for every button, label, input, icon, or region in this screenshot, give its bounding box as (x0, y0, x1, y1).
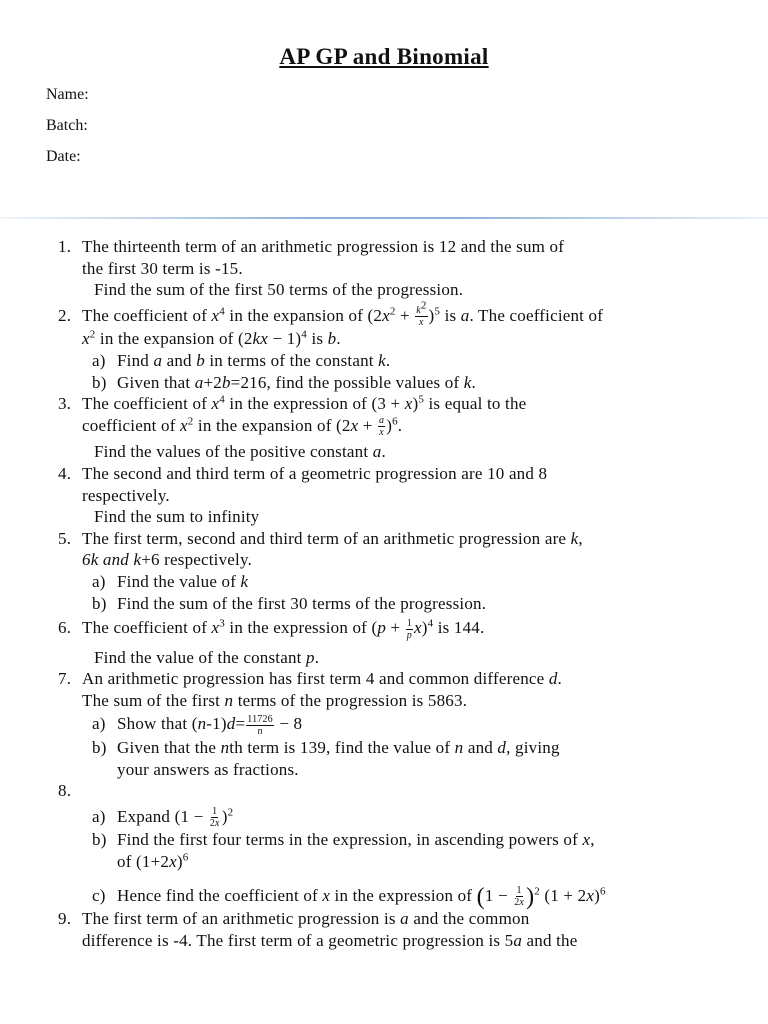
question-text: the first 30 term is -15. (82, 258, 243, 278)
sub-question-a: a) Show that (n-1)d= $\frac{11726}{n}$ − 8 (92, 714, 303, 738)
question-text: An arithmetic progression has first term 4 and common difference d. (82, 669, 562, 689)
sub-text: Find the value of (117, 571, 237, 591)
question-text: The coefficient of $x^4$ in the expansion of ($2x^2$ + $\frac{k^2}{x}$ )$^5$ is a. The coefficient of (82, 300, 604, 329)
header-divider (0, 217, 768, 219)
sub-text: Hence find the coefficient of (117, 885, 318, 905)
question-text: respectively. (82, 485, 170, 505)
question-text: difference is -4. The first term of a geometric progression is 5a and the (82, 930, 578, 950)
question-number: 5. (58, 528, 72, 548)
question-9 (0, 908, 768, 951)
sub-question-b: b) Given that a+2b=216, find the possible values of k. (92, 372, 476, 392)
sub-label: b) (92, 593, 107, 613)
question-7 (0, 668, 768, 780)
sub-text: in terms of the constant (209, 350, 374, 370)
sub-label: a) (92, 350, 106, 370)
sub-label: b) (92, 372, 107, 392)
question-8 (0, 780, 768, 908)
question-4 (0, 463, 768, 528)
sub-label: c) (92, 885, 106, 905)
sub-label: b) (92, 738, 107, 758)
sub-question-b: b) Find the first four terms in the expression, in ascending powers of x, (92, 830, 595, 850)
sub-question-b (82, 593, 728, 615)
sub-text: Find the sum of the first 30 terms of the progression. (117, 593, 487, 613)
question-5 (0, 528, 768, 614)
question-text: The coefficient of $x^3$ in the expression of (p + $\frac{1}{p}$ x)$^4$ is 144. (82, 617, 485, 641)
question-text: $x^2$ in the expansion of $(2kx - 1)^4$ is b. (82, 328, 341, 349)
question-list (0, 236, 768, 951)
document-title: AP GP and Binomial (279, 44, 489, 69)
question-6 (0, 617, 768, 668)
question-number: 7. (58, 669, 72, 689)
sub-question-b: b) Given that the nth term is 139, find the value of n and d, giving (92, 738, 560, 758)
sub-question-c: c) Hence find the coefficient of x in the expression of (1 − $\frac{1}{2x}$ )$^2$ $(1 + 2x)^6$ (92, 883, 606, 910)
question-text: The second and third term of a geometric progression are 10 and 8 (82, 463, 548, 483)
question-text: The first term of an arithmetic progression is a and the common (82, 909, 530, 929)
question-text: Find the value of the constant p. (94, 647, 320, 667)
sub-text: find the possible values of (275, 372, 460, 392)
sub-question-a: a) Find the value of k (92, 571, 249, 591)
sub-label: b) (92, 830, 107, 850)
question-number: 8. (58, 781, 72, 801)
question-text: The first term, second and third term of an arithmetic progression are k, (82, 528, 583, 548)
question-1 (0, 236, 768, 301)
batch-label: Batch: (46, 117, 88, 134)
question-text: The thirteenth term of an arithmetic progression is 12 and the sum of (82, 237, 565, 256)
question-number: 9. (58, 909, 72, 929)
question-text: The sum of the first n terms of the progression is 5863. (82, 690, 468, 710)
question-text: Find the sum to infinity (94, 507, 260, 527)
sub-question-a: a) Expand (1 − $\frac{1}{2x}$ )$^2$ (92, 806, 234, 830)
sub-label: a) (92, 806, 106, 826)
question-number: 4. (58, 463, 72, 483)
sub-label: a) (92, 714, 106, 734)
question-number: 1. (58, 237, 72, 256)
question-text: Find the values of the positive constant a. (94, 442, 386, 462)
question-text: The coefficient of $x^4$ in the expression of $(3 + x)^5$ is equal to the (82, 393, 527, 414)
question-text: of $(1+2x)^6$ (117, 851, 189, 872)
question-text: 6k and k+6 respectively. (82, 550, 253, 570)
question-number: 6. (58, 618, 72, 638)
question-text: your answers as fractions. (117, 759, 299, 779)
sub-text: Expand (117, 806, 171, 826)
date-label: Date: (46, 148, 81, 165)
question-text: Find the sum of the first 50 terms of the progression. (94, 280, 464, 300)
question-2 (0, 300, 768, 393)
question-number: 2. (58, 305, 72, 325)
question-text: coefficient of $x^2$ in the expansion of (2x + $\frac{a}{x}$ )$^6$. (82, 415, 403, 439)
sub-question-a: a) Find a and b in terms of the constant k. (92, 350, 391, 370)
sub-text: Find the first four terms in the expression, in ascending powers of (117, 830, 578, 850)
question-number: 3. (58, 394, 72, 414)
sub-label: a) (92, 571, 106, 591)
name-label: Name: (46, 86, 89, 103)
question-3 (0, 393, 768, 463)
